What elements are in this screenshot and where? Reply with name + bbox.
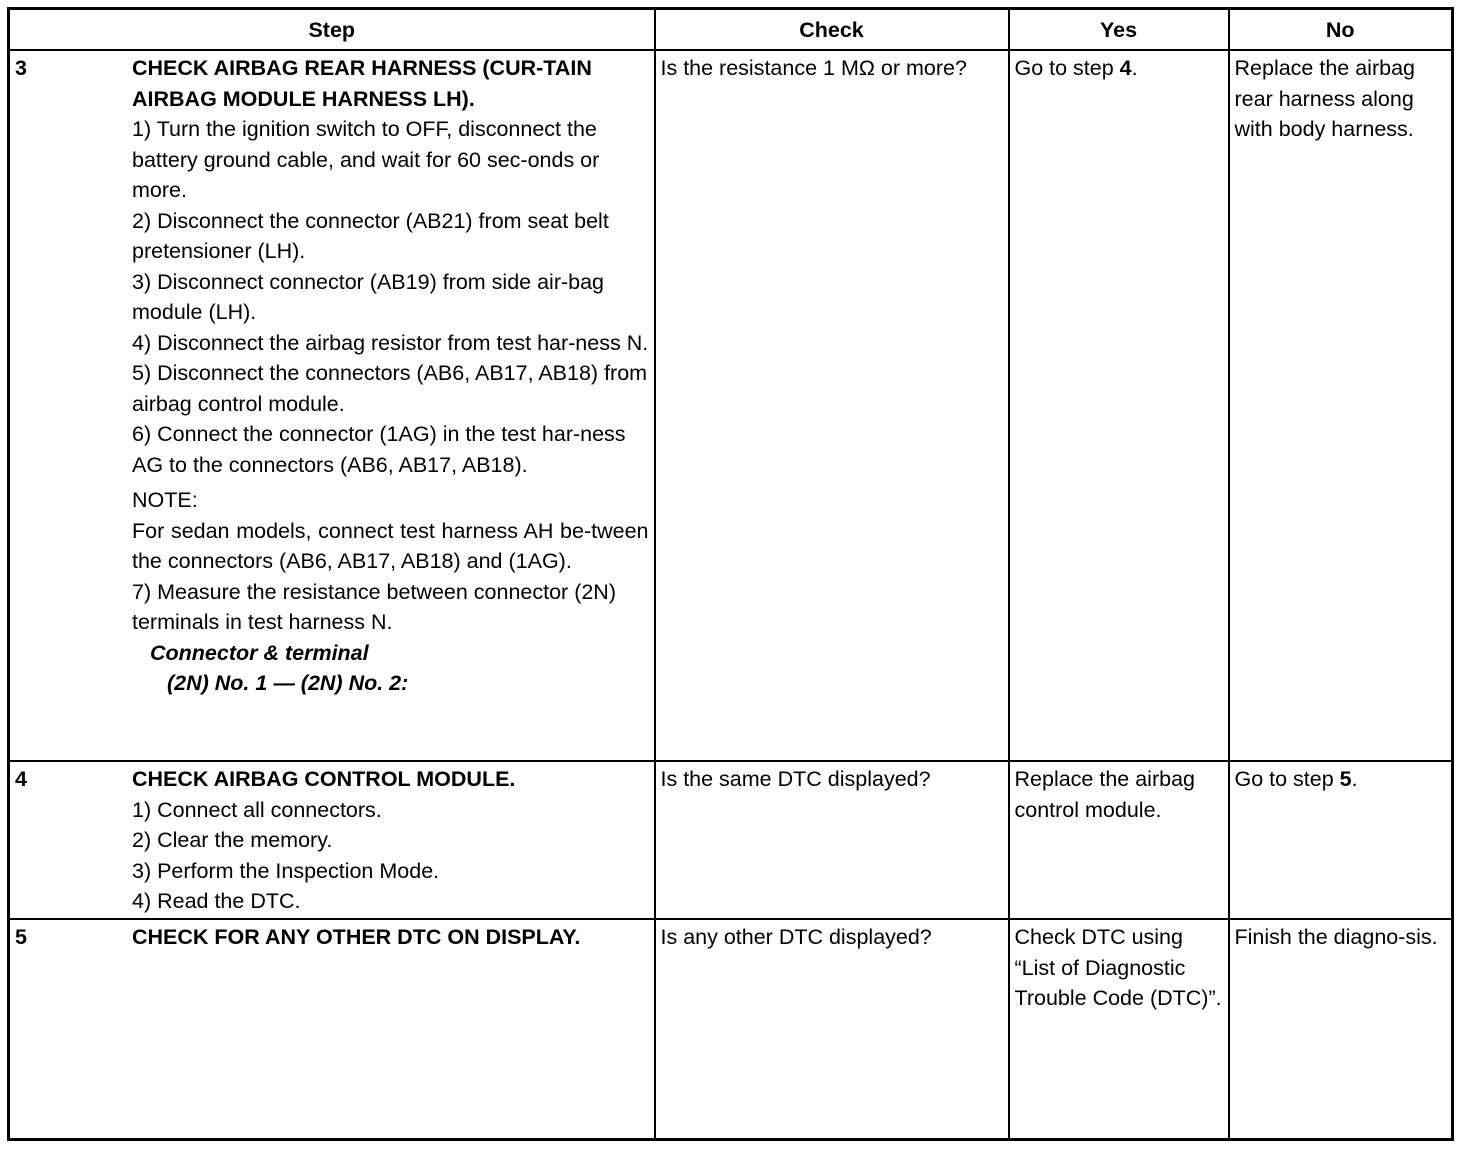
note-text: For sedan models, connect test harness AH be-tween the connectors (AB6, AB17, AB18) and (1AG). bbox=[132, 518, 649, 573]
instruction-7: 7) Measure the resistance between connector (2N) terminals in test harness N. bbox=[132, 579, 616, 634]
no-text bbox=[1235, 762, 1447, 795]
no-suffix: . bbox=[1351, 767, 1358, 791]
instruction-5: 5) Disconnect the connectors (AB6, AB17, AB18) from airbag control module. bbox=[132, 361, 648, 416]
step-number: 4 bbox=[15, 767, 27, 791]
spec-label: Connector & terminal bbox=[150, 640, 369, 665]
check-cell bbox=[655, 919, 1009, 1139]
yes-text: Check DTC using “List of Diagnostic Trouble Code (DTC)”. bbox=[1014, 925, 1222, 1010]
yes-text: Replace the airbag control module. bbox=[1014, 767, 1195, 822]
no-step-link[interactable]: 5 bbox=[1339, 767, 1352, 791]
yes-step-link[interactable]: 4 bbox=[1119, 56, 1132, 80]
check-cell bbox=[655, 761, 1009, 919]
note-label: NOTE: bbox=[132, 488, 198, 512]
step-title: CHECK AIRBAG REAR HARNESS (CUR-TAIN AIRBAG MODULE HARNESS LH). bbox=[132, 56, 592, 111]
step-cell bbox=[9, 761, 655, 919]
yes-cell bbox=[1009, 50, 1229, 761]
step-title: CHECK FOR ANY OTHER DTC ON DISPLAY. bbox=[132, 925, 581, 949]
spec-value: (2N) No. 1 — (2N) No. 2: bbox=[167, 671, 409, 695]
diagnostic-table bbox=[7, 7, 1454, 1141]
table-row bbox=[9, 50, 1453, 761]
instruction-6: 6) Connect the connector (1AG) in the test har-ness AG to the connectors (AB6, AB17, AB18). bbox=[132, 422, 626, 477]
instruction-3: 3) Disconnect connector (AB19) from side air-bag module (LH). bbox=[132, 269, 605, 324]
instruction-2: 2) Clear the memory. bbox=[132, 828, 333, 852]
yes-text bbox=[1015, 51, 1223, 84]
table-row bbox=[9, 761, 1453, 919]
instruction-1: 1) Connect all connectors. bbox=[132, 797, 382, 822]
instruction-4: 4) Disconnect the airbag resistor from test har-ness N. bbox=[132, 330, 649, 355]
no-text: Replace the airbag rear harness along with body harness. bbox=[1234, 56, 1415, 141]
step-title: CHECK AIRBAG CONTROL MODULE. bbox=[132, 767, 516, 791]
header-check: Check bbox=[655, 9, 1009, 51]
check-cell bbox=[655, 50, 1009, 761]
step-number: 5 bbox=[15, 925, 27, 949]
yes-cell bbox=[1009, 919, 1229, 1139]
no-text: Finish the diagno-sis. bbox=[1234, 925, 1438, 949]
header-yes: Yes bbox=[1009, 9, 1229, 51]
header-no: No bbox=[1229, 9, 1453, 51]
step-cell bbox=[9, 919, 655, 1139]
instruction-1: 1) Turn the ignition switch to OFF, disconnect the battery ground cable, and wait for 60 sec-onds or more. bbox=[132, 117, 600, 202]
no-cell bbox=[1229, 919, 1453, 1139]
yes-cell bbox=[1009, 761, 1229, 919]
step-number: 3 bbox=[15, 56, 27, 80]
check-text: Is any other DTC displayed? bbox=[660, 925, 932, 949]
yes-suffix: . bbox=[1131, 56, 1138, 80]
instruction-3: 3) Perform the Inspection Mode. bbox=[132, 858, 440, 883]
no-cell bbox=[1229, 50, 1453, 761]
no-cell bbox=[1229, 761, 1453, 919]
header-step: Step bbox=[9, 9, 655, 51]
check-text: Is the same DTC displayed? bbox=[660, 767, 931, 791]
yes-prefix: Go to step bbox=[1014, 56, 1120, 80]
table-row bbox=[9, 919, 1453, 1139]
no-prefix: Go to step bbox=[1234, 767, 1340, 791]
step-cell bbox=[9, 50, 655, 761]
header-row bbox=[9, 9, 1453, 51]
instruction-4: 4) Read the DTC. bbox=[132, 889, 301, 913]
instruction-2: 2) Disconnect the connector (AB21) from seat belt pretensioner (LH). bbox=[132, 208, 609, 263]
check-text: Is the resistance 1 MΩ or more? bbox=[660, 56, 967, 80]
